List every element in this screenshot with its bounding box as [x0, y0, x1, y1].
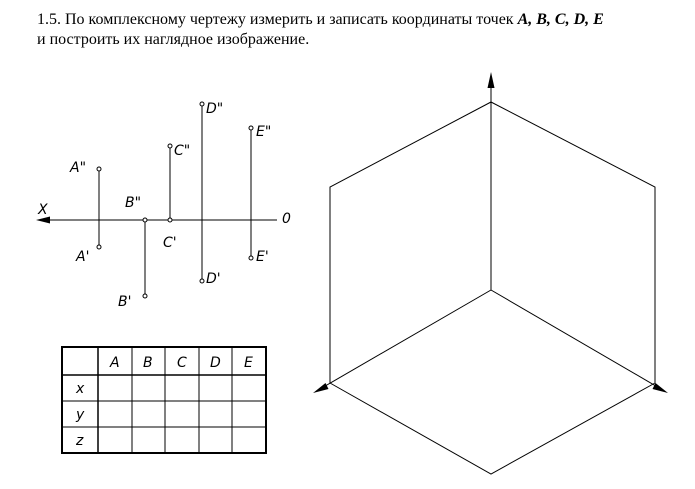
- task-text-line2: и построить их наглядное изображение.: [37, 31, 310, 48]
- label-e-top: E': [256, 249, 269, 265]
- label-a-front: A": [70, 160, 87, 176]
- z-axis-arrow: [488, 72, 495, 88]
- cube-outline: [330, 102, 655, 474]
- a-front-point: [97, 167, 101, 171]
- origin-label: 0: [282, 211, 291, 227]
- y-axis-iso-arrow: [653, 383, 669, 393]
- label-c-top: C': [163, 235, 177, 251]
- task-points: A, B, C, D, E: [517, 11, 604, 28]
- complex-drawing: [36, 102, 277, 298]
- y-axis-iso-line: [491, 290, 661, 389]
- table-row-label-x: x: [76, 381, 85, 397]
- x-axis-iso-arrow: [313, 383, 329, 393]
- d-top-point: [200, 279, 204, 283]
- table-row-label-y: y: [76, 407, 85, 423]
- c-top-point: [168, 218, 172, 222]
- coordinates-table: [62, 347, 266, 453]
- table-header-b: B: [143, 355, 153, 371]
- label-a-top: A': [76, 249, 90, 265]
- label-d-top: D': [206, 271, 221, 287]
- table-header-d: D: [210, 355, 221, 371]
- d-front-point: [200, 102, 204, 106]
- label-b-front: B": [125, 195, 142, 211]
- label-e-front: E": [256, 124, 272, 140]
- e-front-point: [249, 126, 253, 130]
- label-b-top: B': [118, 294, 132, 310]
- table-border: [62, 347, 266, 453]
- x-axis-label: X: [38, 202, 48, 218]
- label-d-front: D": [206, 101, 224, 117]
- c-front-point: [168, 144, 172, 148]
- isometric-frame: [320, 86, 661, 474]
- table-header-a: A: [110, 355, 120, 371]
- task-text-line1: По комплексному чертежу измерить и записать координаты точек: [65, 11, 514, 28]
- x-axis-iso-line: [320, 290, 491, 389]
- label-c-front: C": [174, 143, 191, 159]
- task-number: 1.5.: [37, 11, 61, 28]
- table-header-c: C: [177, 355, 187, 371]
- a-top-point: [97, 245, 101, 249]
- b-front-point: [143, 218, 147, 222]
- table-row-label-z: z: [76, 433, 84, 449]
- e-top-point: [249, 256, 253, 260]
- b-top-point: [143, 294, 147, 298]
- table-header-e: E: [244, 355, 253, 371]
